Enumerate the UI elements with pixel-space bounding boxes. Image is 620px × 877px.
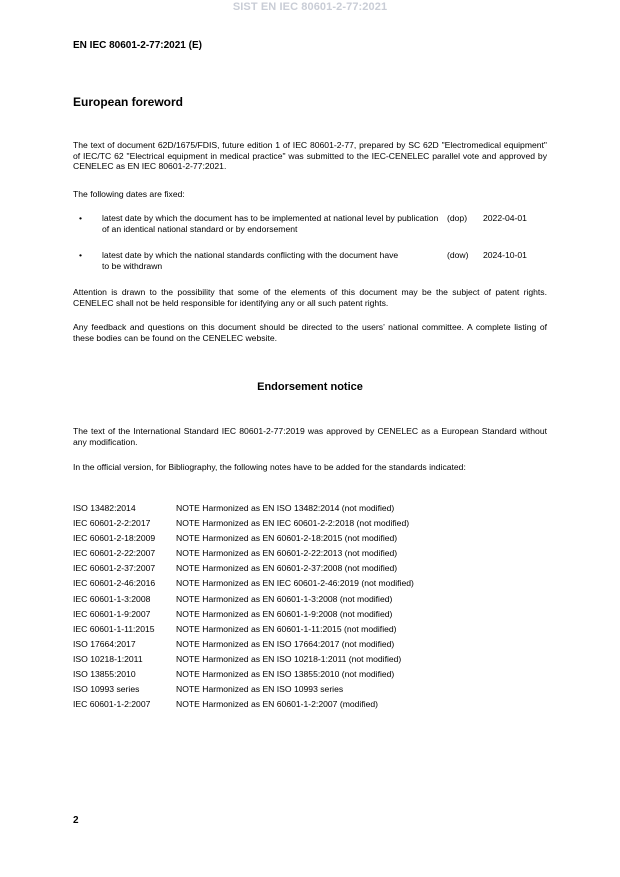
foreword-paragraph-2: The following dates are fixed: <box>73 189 185 199</box>
list-item <box>73 607 414 622</box>
standard-note: NOTE Harmonized as EN 60601-1-3:2008 (not modified) <box>176 593 393 604</box>
standard-code: IEC 60601-2-37:2007 <box>73 563 156 574</box>
standard-note: NOTE Harmonized as EN IEC 60601-2-46:2019 (not modified) <box>176 578 414 589</box>
standard-code: IEC 60601-2-46:2016 <box>73 578 156 589</box>
endorsement-paragraph-1: The text of the International Standard IEC 80601-2-77:2019 was approved by CENELEC as a European Standard without any modification. <box>73 426 547 447</box>
foreword-paragraph-3: Attention is drawn to the possibility that some of the elements of this document may be the subject of patent rights. CENELEC shall not be held responsible for identifying any or all such patent rights. <box>73 287 547 308</box>
section-title-endorsement: Endorsement notice <box>257 381 363 393</box>
list-item <box>73 592 414 607</box>
date-item-text: latest date by which the national standards conflicting with the document have to be withdrawn <box>102 250 399 271</box>
date-item-date: 2022-04-01 <box>483 213 527 223</box>
standard-note: NOTE Harmonized as EN IEC 60601-2-2:2018 (not modified) <box>176 518 410 529</box>
list-item <box>73 546 414 561</box>
list-item <box>73 622 414 637</box>
standard-code: IEC 60601-1-9:2007 <box>73 608 151 619</box>
list-item <box>73 531 414 546</box>
foreword-paragraph-1: The text of document 62D/1675/FDIS, future edition 1 of IEC 80601-2-77, prepared by SC 62D "Electromedical equipment" of IEC/TC 62 "Electrical equipment in medical practice" was submitted to the IEC-CENELEC parallel vote and approved by CENELEC as EN IEC 80601-2-77:2021. <box>73 140 547 171</box>
standard-code: IEC 60601-1-11:2015 <box>73 623 155 634</box>
standard-code: IEC 60601-1-2:2007 <box>73 699 151 710</box>
standard-code: ISO 10993 series <box>73 684 140 695</box>
standard-code: ISO 17664:2017 <box>73 638 136 649</box>
standard-note: NOTE Harmonized as EN 60601-2-18:2015 (not modified) <box>176 533 398 544</box>
date-item-text: latest date by which the document has to be implemented at national level by publication of an identical national standard or by endorsement <box>102 213 439 234</box>
standard-code: IEC 60601-2-18:2009 <box>73 533 156 544</box>
standards-list <box>73 501 414 712</box>
standard-note: NOTE Harmonized as EN ISO 13855:2010 (not modified) <box>176 669 395 680</box>
list-item <box>73 697 414 712</box>
standard-code: IEC 60601-2-22:2007 <box>73 548 156 559</box>
list-item <box>73 682 414 697</box>
standard-note: NOTE Harmonized as EN ISO 17664:2017 (not modified) <box>176 638 395 649</box>
endorsement-paragraph-2: In the official version, for Bibliography, the following notes have to be added for the standards indicated: <box>73 462 466 472</box>
standard-note: NOTE Harmonized as EN 60601-2-22:2013 (not modified) <box>176 548 398 559</box>
standard-note: NOTE Harmonized as EN 60601-1-11:2015 (not modified) <box>176 623 397 634</box>
list-item <box>73 501 414 516</box>
date-item-date: 2024-10-01 <box>483 250 527 260</box>
bullet: • <box>79 250 83 260</box>
standard-code: ISO 10218-1:2011 <box>73 653 143 664</box>
list-item <box>73 516 414 531</box>
watermark: SIST EN IEC 80601-2-77:2021 <box>232 1 388 13</box>
foreword-paragraph-4: Any feedback and questions on this document should be directed to the users’ national committee. A complete listing of these bodies can be found on the CENELEC website. <box>73 322 547 343</box>
document-id: EN IEC 80601-2-77:2021 (E) <box>73 40 202 51</box>
standard-code: IEC 60601-2-2:2017 <box>73 518 151 529</box>
list-item <box>73 667 414 682</box>
standard-code: IEC 60601-1-3:2008 <box>73 593 151 604</box>
date-item-abbr: (dop) <box>447 213 468 223</box>
standard-code: ISO 13482:2014 <box>73 503 136 513</box>
standard-note: NOTE Harmonized as EN ISO 13482:2014 (not modified) <box>176 503 395 513</box>
section-title-foreword: European foreword <box>73 95 184 109</box>
standard-note: NOTE Harmonized as EN 60601-1-9:2008 (not modified) <box>176 608 393 619</box>
page-number: 2 <box>73 815 79 826</box>
list-item <box>73 637 414 652</box>
standard-note: NOTE Harmonized as EN 60601-1-2:2007 (modified) <box>176 699 379 710</box>
standard-note: NOTE Harmonized as EN 60601-2-37:2008 (not modified) <box>176 563 398 574</box>
standard-note: NOTE Harmonized as EN ISO 10218-1:2011 (not modified) <box>176 653 402 664</box>
standard-note: NOTE Harmonized as EN ISO 10993 series <box>176 684 344 695</box>
bullet: • <box>79 213 83 223</box>
list-item <box>73 652 414 667</box>
list-item <box>73 561 414 576</box>
date-item-abbr: (dow) <box>447 250 469 260</box>
standard-code: ISO 13855:2010 <box>73 669 136 680</box>
list-item <box>73 576 414 591</box>
